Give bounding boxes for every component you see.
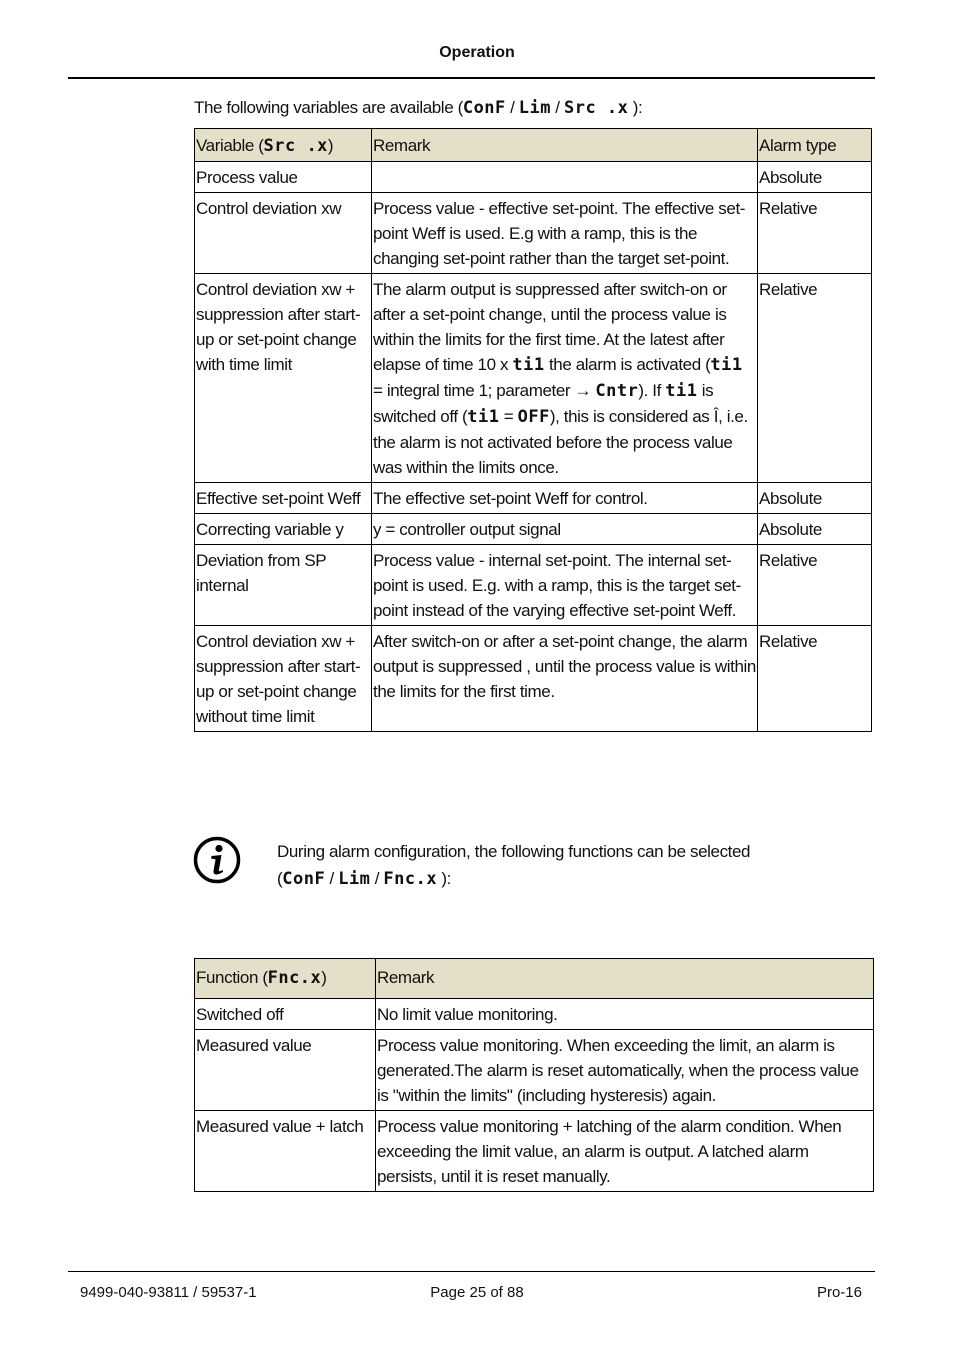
variable-cell: Control deviation xw + suppression after start-up or set-point change without time limit [195,626,372,732]
column-header-function: Function (Fnc.x) [195,959,376,999]
footer-page-number: Page 25 of 88 [430,1284,524,1301]
intro-prefix: The following variables are available ( [194,98,463,117]
table-row [195,193,872,274]
function-cell: Measured value + latch [195,1111,376,1192]
footer-product-name: Pro-16 [816,1284,862,1301]
note-line-2: (ConF / Lim / Fnc.x ): [277,869,452,889]
table-row [195,999,874,1030]
variable-cell: Control deviation xw + suppression after start-up or set-point change with time limit [195,274,372,483]
table-row [195,274,872,483]
remark-cell: The effective set-point Weff for control. [372,483,758,514]
table-row [195,1030,874,1111]
code-cntr: Cntr [595,381,639,401]
column-header-remark: Remark [372,129,758,162]
intro-sep: / [550,98,564,117]
code-conf: ConF [282,869,326,889]
header-rule [68,77,875,79]
remark-cell: Process value monitoring. When exceeding the limit, an alarm is generated.The alarm is reset automatically, when the process value is "within the limits" (including hysteresis) again. [376,1030,874,1111]
alarm-type-cell: Absolute [758,514,872,545]
remark-cell: y = controller output signal [372,514,758,545]
symbol-glyph: Î [713,407,719,426]
intro-sep: / [505,98,519,117]
info-icon [193,836,241,884]
variable-cell: Control deviation xw [195,193,372,274]
remark-cell: Process value - internal set-point. The internal set-point is used. E.g. with a ramp, this is the target set-point instead of the varying effective set-point Weff. [372,545,758,626]
table-header-row [195,129,872,162]
variable-cell: Process value [195,162,372,193]
table-row [195,483,872,514]
code-ti1: ti1 [710,355,743,375]
remark-cell: No limit value monitoring. [376,999,874,1030]
footer-document-number: 9499-040-93811 / 59537-1 [80,1284,257,1301]
alarm-type-cell: Relative [758,545,872,626]
code-lim: Lim [518,98,551,118]
column-header-remark: Remark [376,959,874,999]
table-header-row [195,959,874,999]
variables-table [194,128,872,732]
functions-table [194,958,874,1192]
alarm-type-cell: Relative [758,274,872,483]
column-header-variable: Variable (Src .x) [195,129,372,162]
variable-cell: Deviation from SP internal [195,545,372,626]
table-row [195,514,872,545]
remark-cell: Process value - effective set-point. The effective set-point Weff is used. E.g with a ramp, this is the changing set-point rather than the target set-point. [372,193,758,274]
alarm-type-cell: Relative [758,193,872,274]
table-row [195,1111,874,1192]
code-ti1: ti1 [467,407,500,427]
note-line-1: During alarm configuration, the following functions can be selected [277,842,751,861]
code-src: Src .x [563,98,629,118]
code-conf: ConF [462,98,506,118]
remark-cell [372,162,758,193]
intro-suffix: ): [628,98,643,117]
page-header: Operation [439,44,515,61]
function-cell: Switched off [195,999,376,1030]
code-fnc: Fnc.x [383,869,438,889]
alarm-type-cell: Absolute [758,162,872,193]
variable-cell: Effective set-point Weff [195,483,372,514]
code-off: OFF [517,407,550,427]
code-ti1: ti1 [512,355,545,375]
variable-cell: Correcting variable y [195,514,372,545]
intro-text [194,98,642,118]
alarm-type-cell: Relative [758,626,872,732]
function-cell: Measured value [195,1030,376,1111]
remark-cell: After switch-on or after a set-point change, the alarm output is suppressed , until the process value is within the limits for the first time. [372,626,758,732]
code-lim: Lim [338,869,371,889]
remark-cell: The alarm output is suppressed after switch-on or after a set-point change, until the process value is within the limits for the first time. At the latest after elapse of time 10 x ti1 the alarm is activated (ti1 = integral time 1; parameter → Cntr). If ti1 is switched off (ti1 = OFF), this is considered as Î, i.e. the alarm is not activated before the process value was within the limits once. [372,274,758,483]
table-row [195,162,872,193]
column-header-alarm-type: Alarm type [758,129,872,162]
remark-cell: Process value monitoring + latching of the alarm condition. When exceeding the limit value, an alarm is output. A latched alarm persists, until it is reset manually. [376,1111,874,1192]
footer-rule [68,1271,875,1272]
alarm-type-cell: Absolute [758,483,872,514]
table-row [195,626,872,732]
table-row [195,545,872,626]
code-ti1: ti1 [665,381,698,401]
note-text [277,838,750,893]
